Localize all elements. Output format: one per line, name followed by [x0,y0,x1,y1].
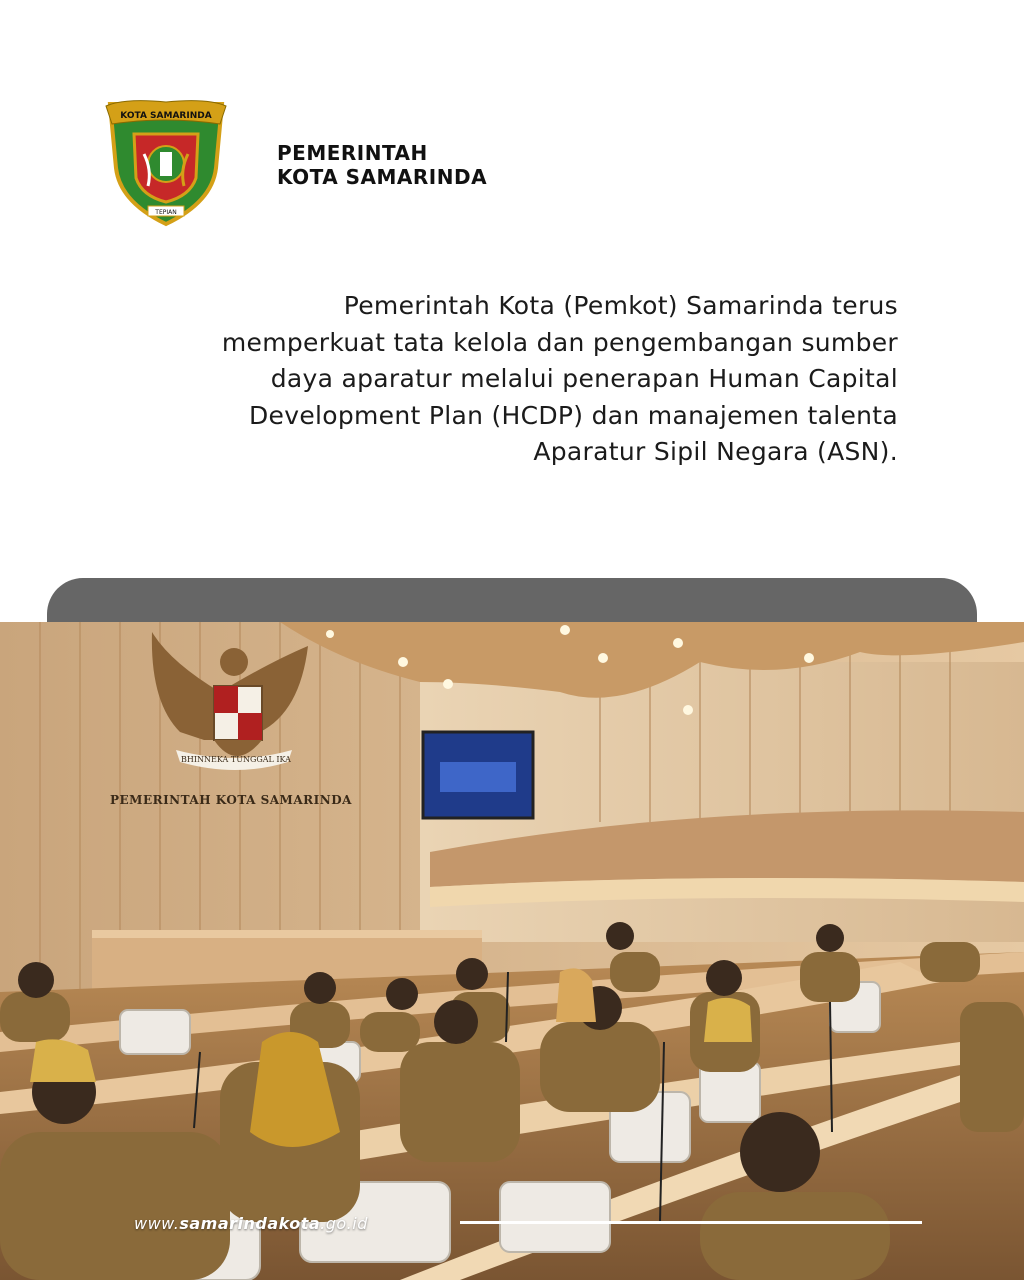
lead-line: Pemerintah Kota (Pemkot) Samarinda terus [343,291,898,320]
lead-line: daya aparatur melalui penerapan Human Capital [270,364,898,393]
lead-line: Aparatur Sipil Negara (ASN). [533,437,898,466]
meeting-room-photo [0,622,1024,1280]
brand-title-line2: KOTA SAMARINDA [277,165,488,189]
logo-motto: TEPIAN [155,209,177,216]
website-prefix: www. [134,1214,180,1233]
lead-paragraph [118,288,898,471]
city-emblem-logo [104,98,228,228]
lead-line: memperkuat tata kelola dan pengembangan sumber [221,327,898,357]
wall-sign: PEMERINTAH KOTA SAMARINDA [110,793,352,807]
lead-line: Development Plan (HCDP) dan manajemen talenta [249,400,898,430]
website-suffix: .go.id [320,1214,368,1233]
brand-title-line1: PEMERINTAH [277,141,428,165]
footer-divider [460,1221,922,1224]
website-url[interactable] [134,1214,368,1233]
logo-text: KOTA SAMARINDA [120,111,212,121]
emblem-motto: BHINNEKA TUNGGAL IKA [181,755,291,764]
website-domain: samarindakota [179,1214,321,1233]
brand-title [277,141,487,189]
